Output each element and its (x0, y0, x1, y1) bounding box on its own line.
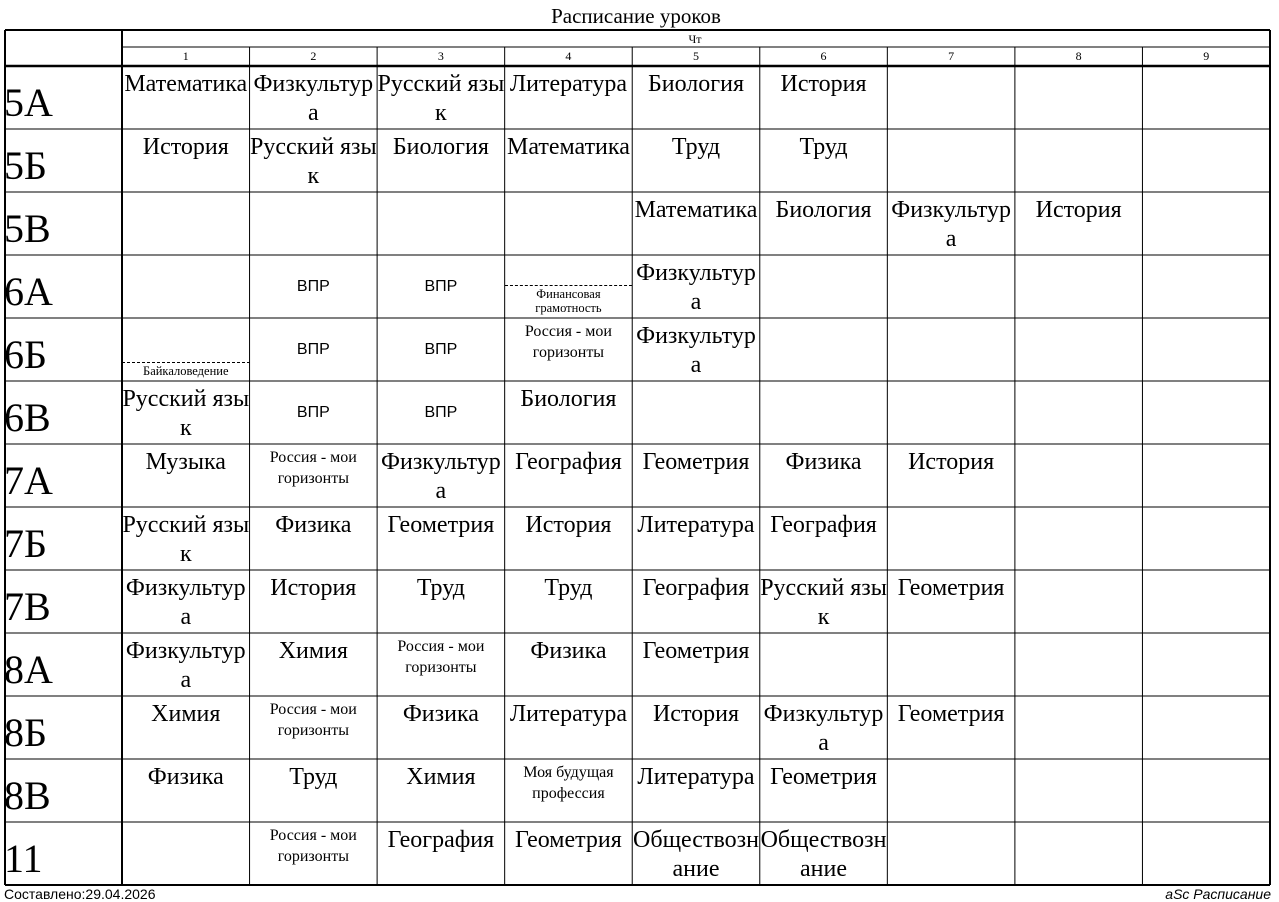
lesson-cell (632, 822, 760, 885)
class-label: 6В (4, 395, 51, 440)
lesson-text: Труд (671, 134, 721, 160)
lesson-cell (377, 507, 505, 570)
lesson-text: Русский язык (760, 575, 887, 630)
lesson-text: Физика (275, 512, 352, 538)
class-label: 5В (4, 206, 51, 251)
lesson-cell (377, 633, 505, 696)
lesson-text: Россия - мои горизонты (269, 449, 357, 487)
lesson-cell (760, 129, 888, 192)
lesson-cell (632, 507, 760, 570)
lesson-cell (505, 822, 633, 885)
lesson-cell (505, 381, 633, 444)
lesson-text: Биология (392, 134, 489, 160)
lesson-cell (632, 318, 760, 381)
lesson-text: Химия (406, 764, 476, 790)
lesson-cell (250, 696, 378, 759)
lesson-text: Геометрия (515, 827, 622, 853)
lesson-text: Физика (402, 701, 479, 727)
lesson-text: Физкультура (125, 575, 246, 630)
lesson-cell (377, 759, 505, 822)
lesson-text: Русский язык (249, 134, 377, 189)
lesson-text: Физкультура (381, 449, 501, 504)
lesson-cell (1015, 192, 1143, 255)
class-label: 11 (4, 836, 43, 881)
lesson-cell (760, 507, 888, 570)
period-number: 2 (310, 49, 317, 63)
lesson-cell (122, 759, 250, 822)
lesson-cell (632, 570, 760, 633)
period-number: 5 (692, 49, 699, 63)
period-number: 6 (820, 49, 827, 63)
lesson-cell (887, 570, 1015, 633)
class-label: 7Б (4, 521, 47, 566)
lesson-cell (250, 822, 378, 885)
lesson-text: Физкультура (636, 323, 756, 378)
class-label: 5Б (4, 143, 47, 188)
lesson-text: История (780, 71, 867, 97)
lesson-text: История (908, 449, 995, 475)
lesson-cell (505, 255, 633, 318)
lesson-cell (505, 444, 633, 507)
class-label: 8Б (4, 710, 47, 755)
lesson-cell (505, 570, 633, 633)
lesson-cell (632, 66, 760, 129)
lesson-cell (122, 444, 250, 507)
lesson-cell (377, 696, 505, 759)
lesson-cell (760, 570, 888, 633)
lesson-cell (632, 192, 760, 255)
lesson-text: Обществознание (633, 827, 759, 882)
lesson-cell (250, 633, 378, 696)
lesson-cell (377, 255, 505, 318)
lesson-text: История (1035, 197, 1122, 223)
lesson-cell (760, 822, 888, 885)
lesson-cell (505, 66, 633, 129)
lesson-text: Геометрия (642, 638, 750, 664)
lesson-cell (122, 507, 250, 570)
lesson-text: Обществознание (760, 827, 887, 882)
lesson-cell (377, 381, 505, 444)
lesson-cell (250, 381, 378, 444)
class-label: 5А (4, 80, 53, 125)
lesson-text: Математика (507, 134, 630, 160)
period-number: 7 (948, 49, 955, 63)
class-label: 8А (4, 647, 53, 692)
period-number: 9 (1203, 49, 1210, 63)
lesson-text: Литература (637, 512, 755, 538)
lesson-cell (122, 381, 250, 444)
period-number: 3 (437, 49, 444, 63)
lesson-cell (632, 759, 760, 822)
lesson-cell (122, 570, 250, 633)
lesson-cell (632, 444, 760, 507)
lesson-cell (760, 192, 888, 255)
lesson-text: Физкультура (891, 197, 1011, 252)
lesson-text: ВПР (296, 340, 330, 358)
lesson-cell (632, 129, 760, 192)
lesson-text: Труд (289, 764, 338, 790)
lesson-cell (505, 633, 633, 696)
lesson-cell (122, 318, 250, 381)
lesson-cell (760, 759, 888, 822)
lesson-cell (377, 66, 505, 129)
lesson-cell (250, 507, 378, 570)
lesson-text: Биология (520, 386, 617, 412)
lesson-cell (632, 633, 760, 696)
lesson-text: Математика (124, 71, 248, 97)
class-label: 8В (4, 773, 51, 818)
lesson-cell (760, 444, 888, 507)
lesson-text: Труд (416, 575, 465, 601)
lesson-text: География (387, 827, 495, 853)
lesson-cell (505, 507, 633, 570)
lesson-text: Физика (147, 764, 224, 790)
lesson-text: ВПР (424, 403, 458, 421)
lesson-cell (250, 318, 378, 381)
lesson-text: Россия - мои горизонты (397, 638, 485, 676)
lesson-cell (760, 66, 888, 129)
lesson-text: История (270, 575, 357, 601)
lesson-text: Русский язык (377, 71, 505, 126)
lesson-cell (250, 255, 378, 318)
lesson-text: Геометрия (642, 449, 750, 475)
lesson-cell (760, 696, 888, 759)
lesson-text: ВПР (424, 340, 458, 358)
lesson-text: Литература (637, 764, 755, 790)
lesson-cell (505, 318, 633, 381)
lesson-cell (122, 633, 250, 696)
lesson-cell (632, 696, 760, 759)
lesson-cell (377, 822, 505, 885)
lesson-cell (377, 318, 505, 381)
lesson-cell (250, 444, 378, 507)
lesson-text: Химия (151, 701, 221, 727)
lesson-text: ВПР (424, 277, 458, 295)
lesson-text: Биология (775, 197, 872, 223)
lesson-cell (250, 129, 378, 192)
lesson-text: Геометрия (897, 575, 1005, 601)
lesson-text: Русский язык (122, 386, 250, 441)
class-label: 7А (4, 458, 53, 503)
lesson-cell (505, 129, 633, 192)
lesson-text: География (770, 512, 877, 538)
lesson-text: Литература (509, 701, 627, 727)
lesson-text: Математика (634, 197, 758, 223)
lesson-text: Русский язык (122, 512, 250, 567)
lesson-text: История (525, 512, 612, 538)
lesson-text: История (142, 134, 229, 160)
lesson-text: Россия - мои горизонты (269, 701, 357, 739)
lesson-text: Физика (530, 638, 607, 664)
software-credit: aSc Расписание (1165, 886, 1271, 902)
lesson-cell (887, 696, 1015, 759)
class-label: 6А (4, 269, 53, 314)
compiled-date: Составлено:29.04.2026 (4, 886, 156, 902)
lesson-text: Физкультура (253, 71, 374, 126)
lesson-text: Литература (509, 71, 627, 97)
lesson-text: История (652, 701, 740, 727)
lesson-text: Байкаловедение (122, 362, 250, 378)
lesson-text: Физкультура (636, 260, 756, 315)
lesson-cell (505, 696, 633, 759)
lesson-cell (377, 444, 505, 507)
lesson-text: Химия (278, 638, 348, 664)
lesson-text: География (642, 575, 750, 601)
lesson-cell (122, 129, 250, 192)
lesson-text: Физика (785, 449, 862, 475)
lesson-cell (250, 66, 378, 129)
lesson-text: Моя будущая профессия (523, 764, 614, 802)
lesson-text: Физкультура (763, 701, 884, 756)
class-label: 6Б (4, 332, 47, 377)
lesson-cell (377, 570, 505, 633)
lesson-cell (122, 696, 250, 759)
lesson-cell (887, 444, 1015, 507)
lesson-cell (122, 66, 250, 129)
lesson-text: ВПР (296, 277, 330, 295)
lesson-text: Россия - мои горизонты (269, 827, 357, 865)
lesson-text: Геометрия (387, 512, 495, 538)
lesson-text: Труд (799, 134, 848, 160)
lesson-text: Финансовая грамотность (505, 285, 633, 315)
page-title: Расписание уроков (551, 4, 721, 28)
day-header: Чт (688, 32, 702, 46)
lesson-text: Геометрия (897, 701, 1005, 727)
lesson-text: Геометрия (770, 764, 877, 790)
lesson-cell (250, 570, 378, 633)
lesson-cell (632, 255, 760, 318)
period-number: 4 (565, 49, 572, 63)
lesson-cell (250, 759, 378, 822)
lesson-cell (505, 759, 633, 822)
lesson-text: Музыка (145, 449, 226, 475)
lesson-text: Россия - мои горизонты (524, 323, 612, 361)
lesson-text: Физкультура (125, 638, 246, 693)
period-number: 8 (1075, 49, 1082, 63)
lesson-text: Труд (544, 575, 593, 601)
lesson-text: Биология (647, 71, 744, 97)
lesson-cell (377, 129, 505, 192)
lesson-text: ВПР (296, 403, 330, 421)
lesson-text: География (515, 449, 622, 475)
class-label: 7В (4, 584, 51, 629)
lesson-cell (887, 192, 1015, 255)
period-number: 1 (182, 49, 189, 63)
